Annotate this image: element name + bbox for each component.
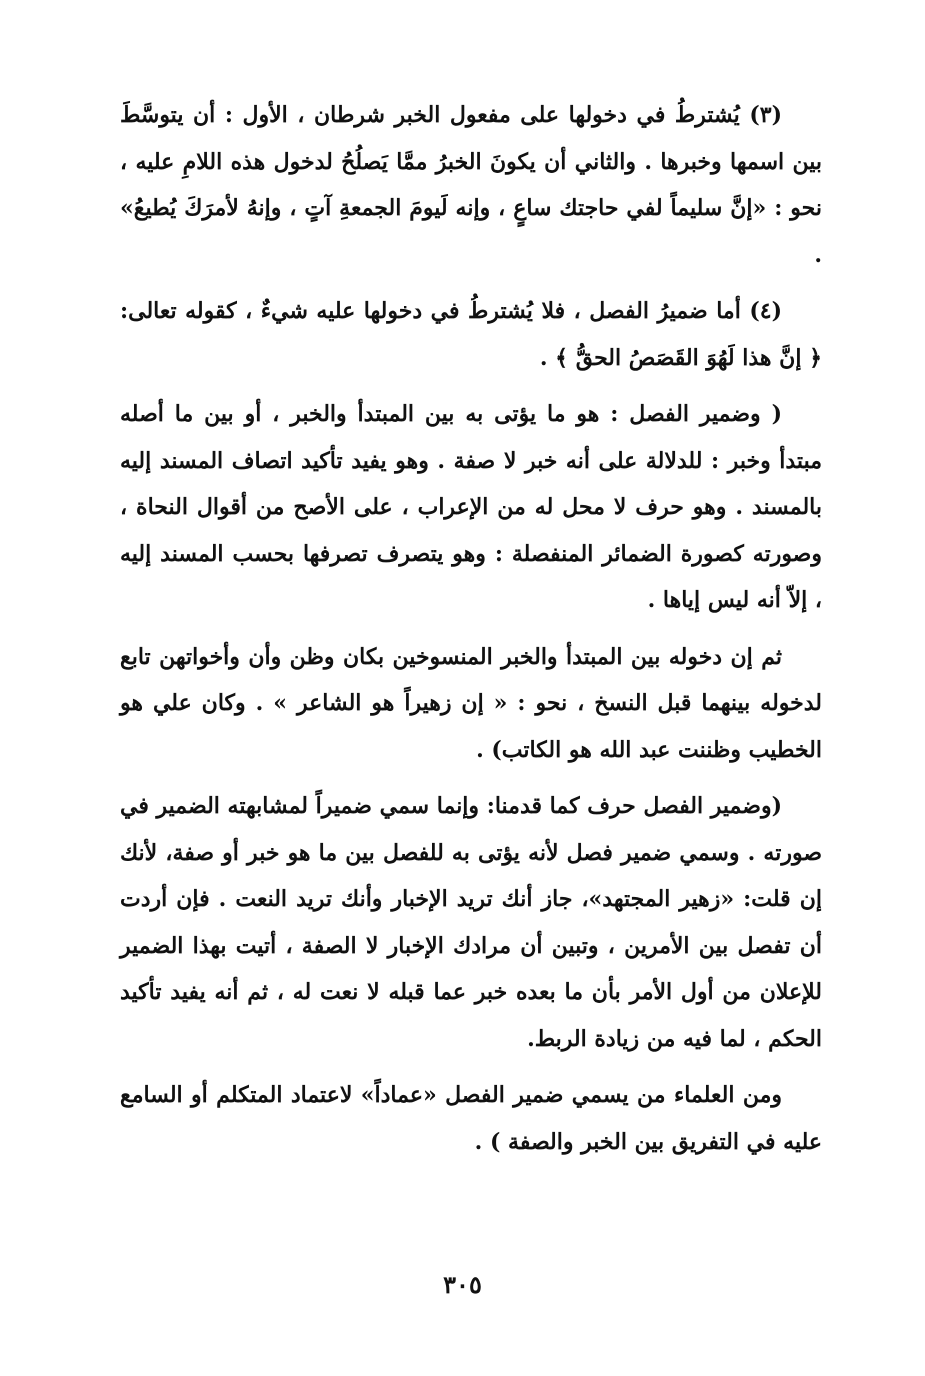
paragraph-fasl-definition: ( وضمير الفصل : هو ما يؤتى به بين المبتدأ والخبر ، أو بين ما أصله مبتدأ وخبر : للدلالة على أنه خبر لا صفة . وهو يفيد تأكيد اتصاف المسند إليه بالمسند . وهو حرف لا محل له من الإعراب ، على الأصح من أقوال النحاة ، وصورته كصورة الضمائر المنفصلة : وهو يتصرف تصرفها بحسب المسند إليه ، إلاّ أنه ليس إياها . — [120, 401, 822, 613]
paragraph-note-3: (٣) يُشترطُ في دخولها على مفعول الخبر شرطان ، الأول : أن يتوسَّطَ بين اسمها وخبرها . والثاني أن يكونَ الخبرُ ممَّا يَصلُحُ لدخول هذه اللامِ عليه ، نحو : «إنَّ سليماً لفي حاجتك ساعٍ ، وإنه لَيومَ الجمعةِ آتٍ ، وإنهُ لأمرَكَ يُطيعُ» . — [120, 102, 822, 268]
page-body — [120, 92, 822, 1175]
page-number: ٣٠٥ — [443, 1270, 482, 1299]
paragraph-nawasikh: ثم إن دخوله بين المبتدأ والخبر المنسوخين بكان وظن وأن وأخواتهن تابع لدخوله بينهما قبل النسخ ، نحو : « إن زهيراً هو الشاعر » . وكان علي هو الخطيب وظننت عبد الله هو الكاتب) . — [120, 643, 822, 763]
paragraph-note-4: (٤) أما ضميرُ الفصل ، فلا يُشترطُ في دخولها عليه شيءٌ ، كقوله تعالى: ﴿ إنَّ هذا لَهُوَ القَصَصُ الحقُّ ﴾ . — [120, 298, 822, 371]
paragraph-naming-reason: (وضمير الفصل حرف كما قدمنا: وإنما سمي ضميراً لمشابهته الضمير في صورته . وسمي ضمير فصل لأنه يؤتى به للفصل بين ما هو خبر أو صفة، لأنك إن قلت: «زهير المجتهد»، جاز أنك تريد الإخبار وأنك تريد النعت . فإن أردت أن تفصل بين الأمرين ، وتبين أن مرادك الإخبار لا الصفة ، أتيت بهذا الضمير للإعلان من أول الأمر بأن ما بعده خبر عما قبله لا نعت له ، ثم أنه يفيد تأكيد الحكم ، لما فيه من زيادة الربط. — [120, 793, 822, 1052]
paragraph-imad: ومن العلماء من يسمي ضمير الفصل «عماداً» لاعتماد المتكلم أو السامع عليه في التفريق بين الخبر والصفة ) . — [120, 1082, 822, 1155]
